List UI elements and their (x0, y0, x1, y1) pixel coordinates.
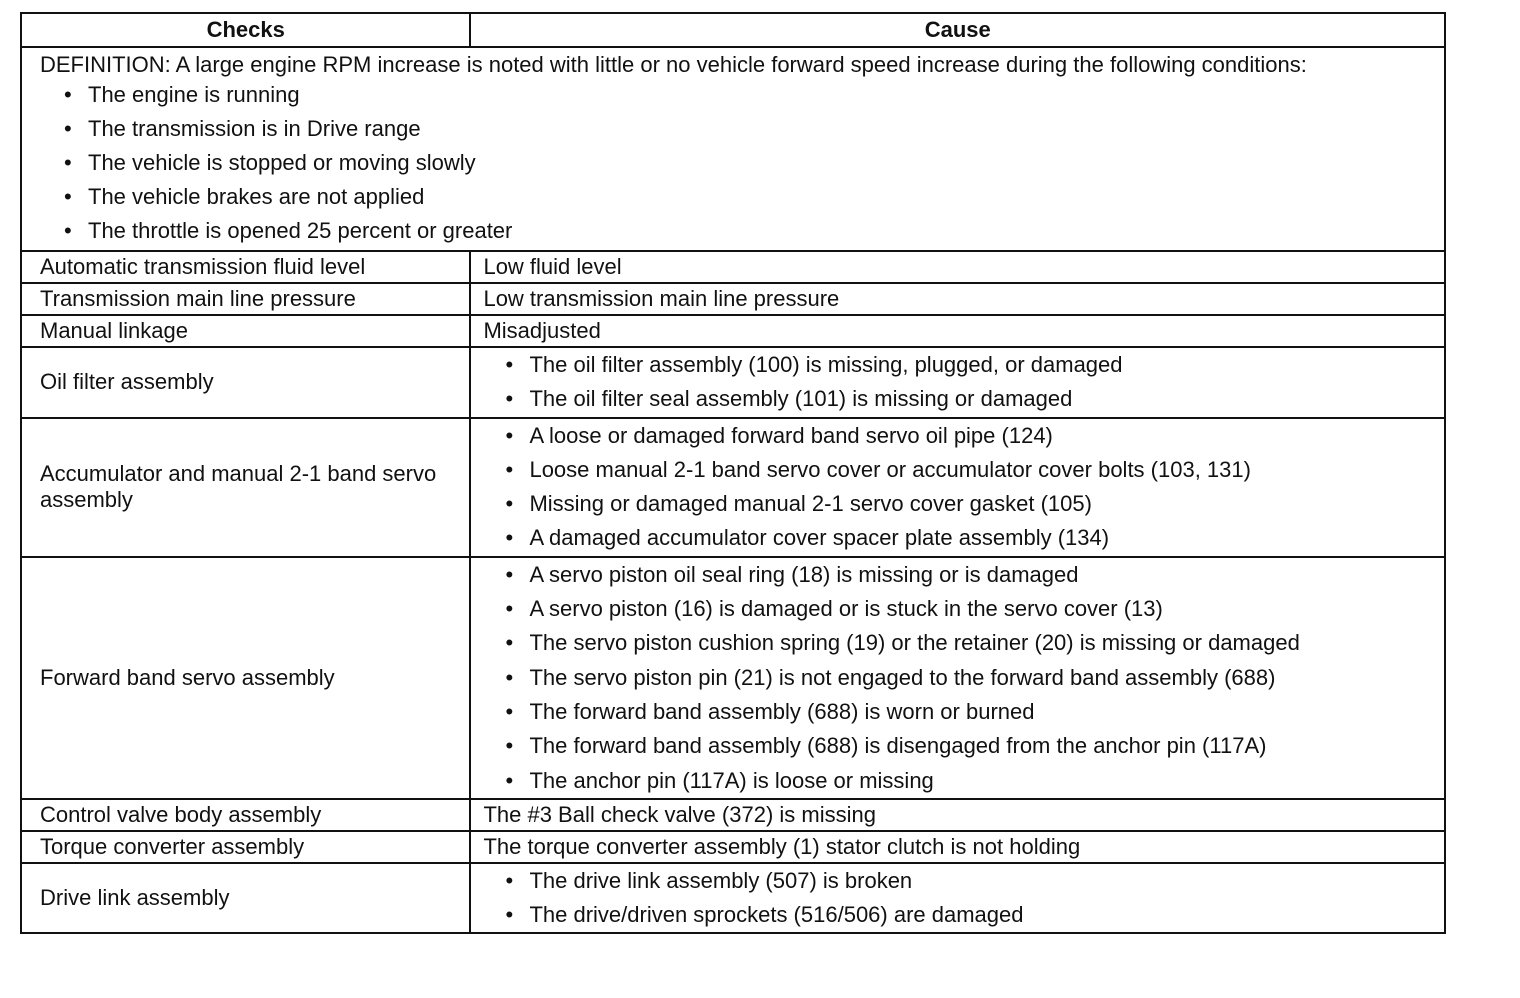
cause-item: • The oil filter assembly (100) is missing, plugged, or damaged (483, 348, 1430, 382)
header-row (21, 13, 1445, 47)
cause-cell: The torque converter assembly (1) stator clutch is not holding (470, 831, 1445, 863)
cause-item: • The servo piston cushion spring (19) or the retainer (20) is missing or damaged (483, 626, 1430, 660)
condition-item: • The vehicle brakes are not applied (40, 180, 1424, 214)
cause-item: • The forward band assembly (688) is disengaged from the anchor pin (117A) (483, 729, 1430, 763)
condition-item: • The vehicle is stopped or moving slowly (40, 146, 1424, 180)
cause-list (483, 419, 1430, 556)
check-cell: Oil filter assembly (21, 347, 470, 418)
cause-list (483, 864, 1430, 933)
definition-cell (21, 47, 1445, 251)
cause-cell (470, 418, 1445, 557)
table-row (21, 347, 1445, 418)
check-cell: Manual linkage (21, 315, 470, 347)
header-cause: Cause (470, 13, 1445, 47)
table-row (21, 283, 1445, 315)
check-cell: Automatic transmission fluid level (21, 251, 470, 283)
cause-cell: The #3 Ball check valve (372) is missing (470, 799, 1445, 831)
table-row (21, 831, 1445, 863)
condition-item: • The throttle is opened 25 percent or greater (40, 214, 1424, 248)
cause-item: • The drive link assembly (507) is broken (483, 864, 1430, 898)
cause-cell: Low fluid level (470, 251, 1445, 283)
condition-item: • The transmission is in Drive range (40, 112, 1424, 146)
check-cell: Transmission main line pressure (21, 283, 470, 315)
cause-cell: Low transmission main line pressure (470, 283, 1445, 315)
check-cell: Forward band servo assembly (21, 557, 470, 799)
cause-item: • A loose or damaged forward band servo oil pipe (124) (483, 419, 1430, 453)
cause-item: • A servo piston (16) is damaged or is stuck in the servo cover (13) (483, 592, 1430, 626)
cause-item: • Loose manual 2-1 band servo cover or accumulator cover bolts (103, 131) (483, 453, 1430, 487)
header-checks: Checks (21, 13, 470, 47)
check-cell: Accumulator and manual 2-1 band servo assembly (21, 418, 470, 557)
cause-list (483, 348, 1430, 417)
cause-item: • The servo piston pin (21) is not engaged to the forward band assembly (688) (483, 661, 1430, 695)
cause-item: • A damaged accumulator cover spacer plate assembly (134) (483, 521, 1430, 555)
cause-item: • The oil filter seal assembly (101) is missing or damaged (483, 382, 1430, 416)
diagnosis-table (20, 12, 1446, 934)
table-row (21, 418, 1445, 557)
definition-text: DEFINITION: A large engine RPM increase is noted with little or no vehicle forward speed increase during the following conditions: (40, 52, 1307, 77)
cause-cell (470, 863, 1445, 934)
cause-list (483, 558, 1430, 798)
definition-row (21, 47, 1445, 251)
cause-cell: Misadjusted (470, 315, 1445, 347)
cause-item: • Missing or damaged manual 2-1 servo cover gasket (105) (483, 487, 1430, 521)
definition-conditions (40, 78, 1424, 248)
check-cell: Drive link assembly (21, 863, 470, 934)
table-row (21, 557, 1445, 799)
cause-item: • A servo piston oil seal ring (18) is missing or is damaged (483, 558, 1430, 592)
table-row (21, 863, 1445, 934)
table-row (21, 799, 1445, 831)
table-row (21, 315, 1445, 347)
check-cell: Torque converter assembly (21, 831, 470, 863)
cause-cell (470, 347, 1445, 418)
table-row (21, 251, 1445, 283)
cause-item: • The anchor pin (117A) is loose or missing (483, 764, 1430, 798)
cause-item: • The drive/driven sprockets (516/506) are damaged (483, 898, 1430, 932)
condition-item: • The engine is running (40, 78, 1424, 112)
cause-cell (470, 557, 1445, 799)
cause-item: • The forward band assembly (688) is worn or burned (483, 695, 1430, 729)
check-cell: Control valve body assembly (21, 799, 470, 831)
